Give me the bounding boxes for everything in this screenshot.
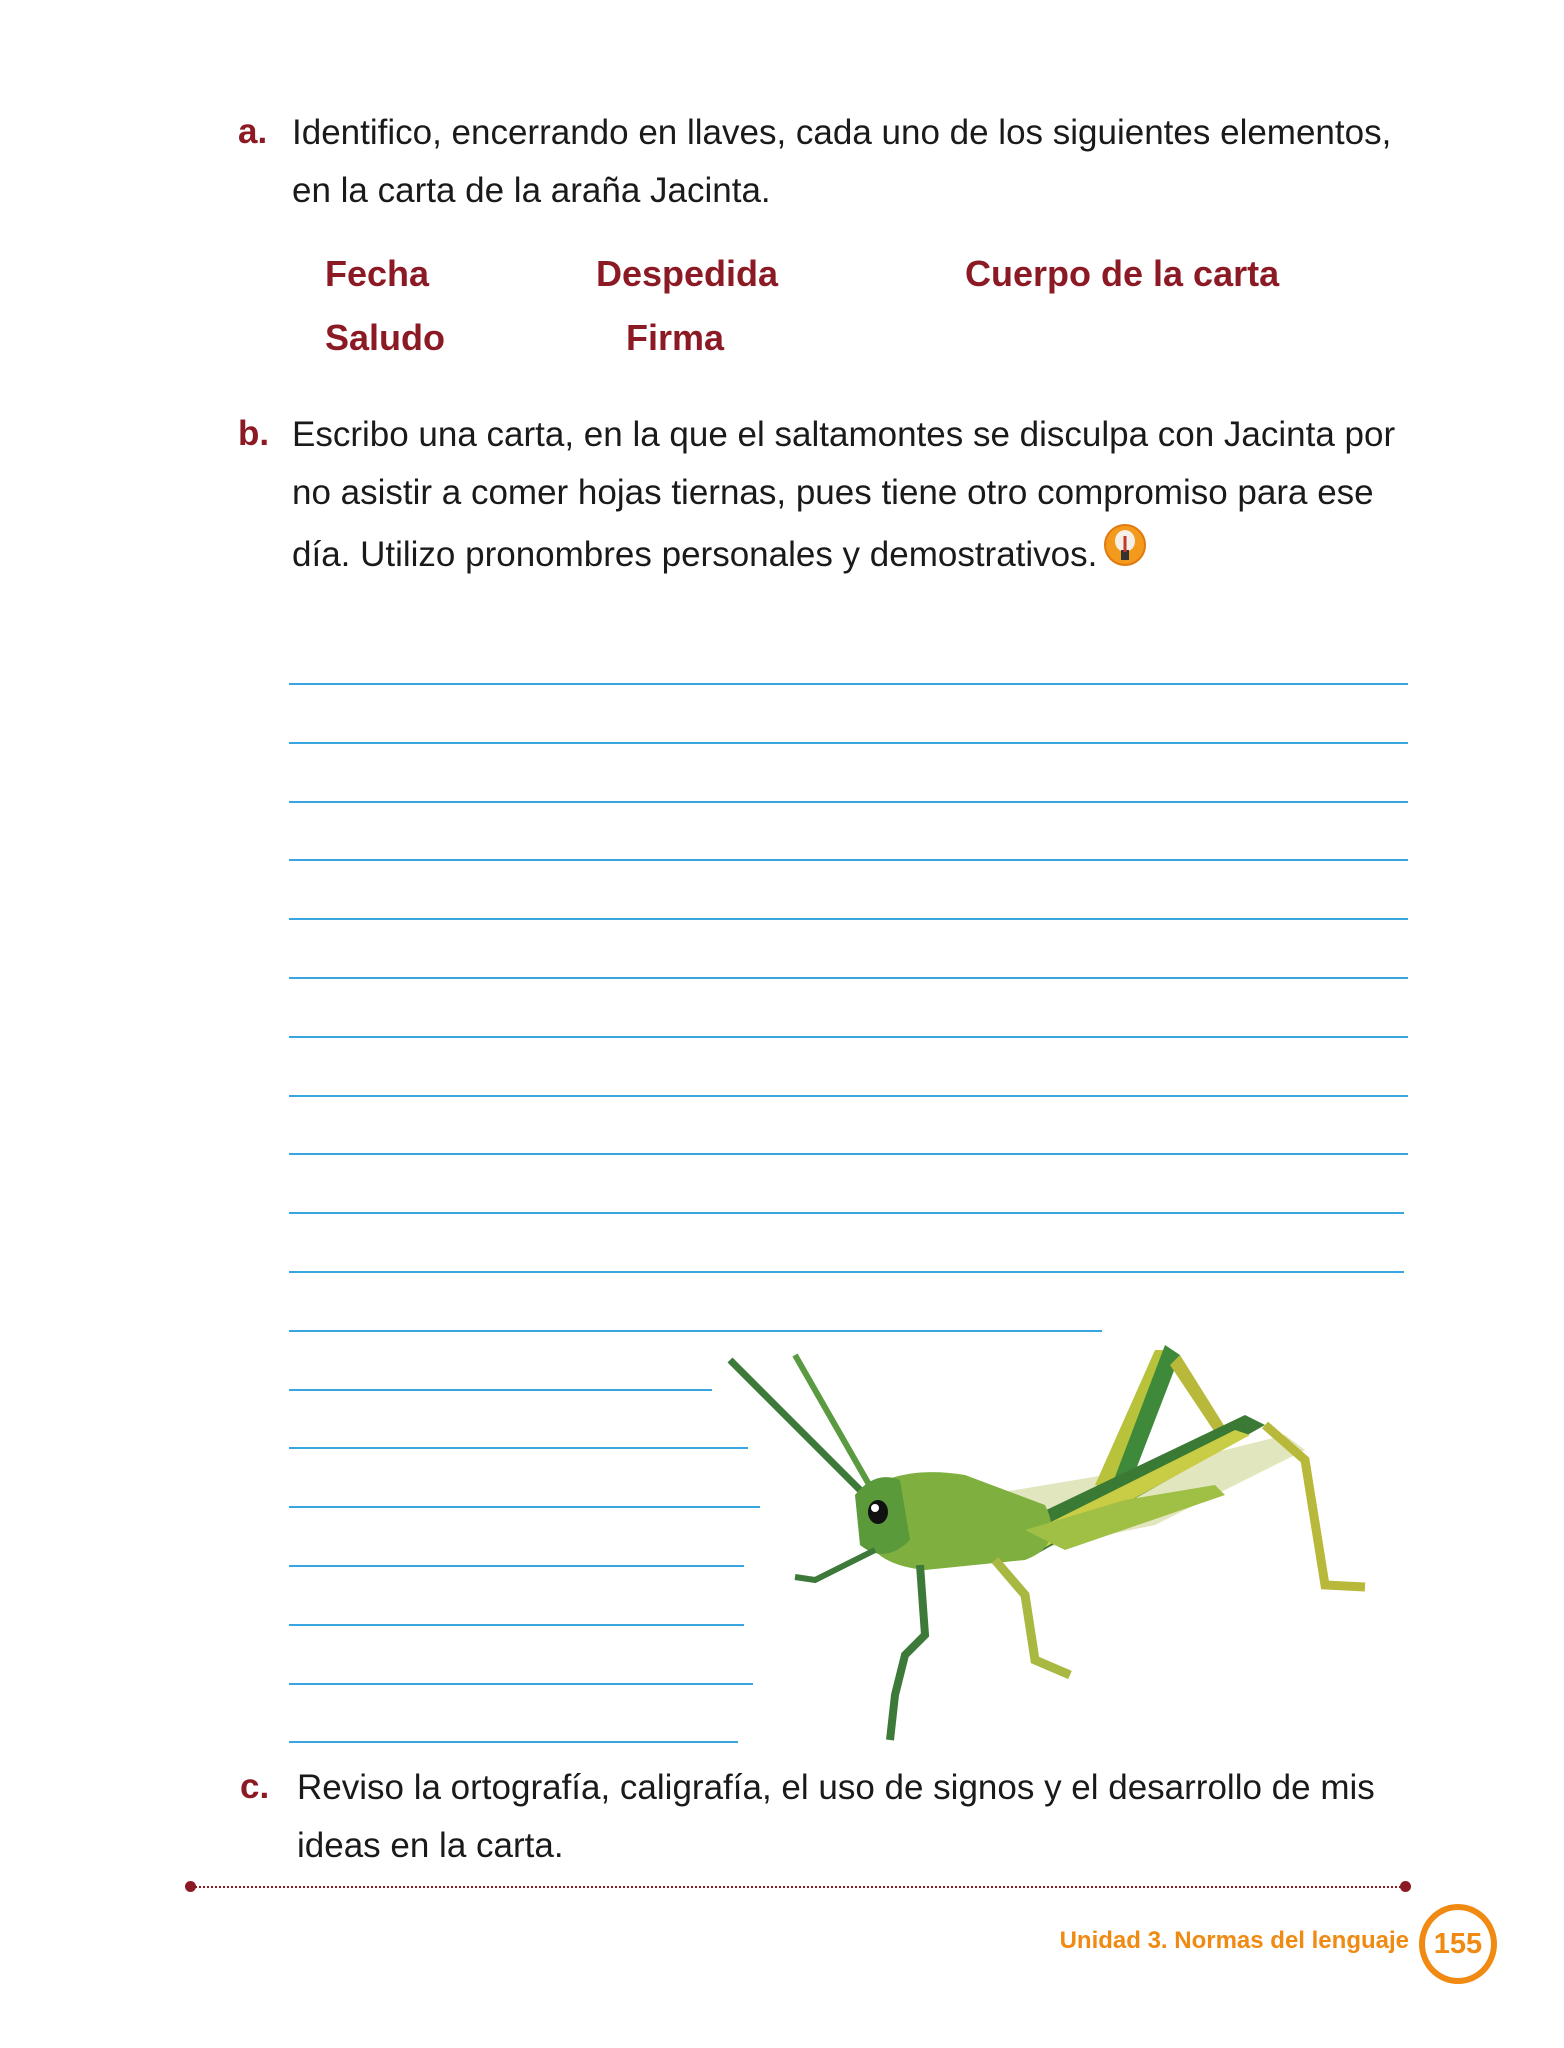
item-a-label: a. <box>238 112 268 151</box>
dotted-divider <box>191 1886 1405 1888</box>
writing-line[interactable] <box>289 1389 712 1391</box>
page-number-badge <box>1419 1904 1497 1984</box>
element-cuerpo: Cuerpo de la carta <box>965 253 1280 294</box>
element-despedida: Despedida <box>596 253 779 294</box>
writing-line[interactable] <box>289 977 1408 979</box>
element-saludo: Saludo <box>325 317 446 358</box>
divider-dot-right <box>1400 1881 1411 1892</box>
item-a-text: Identifico, encerrando en llaves, cada uno de los siguientes elementos, en la carta de la araña Jacinta. <box>292 113 1392 210</box>
writing-line[interactable] <box>289 1741 738 1743</box>
writing-line[interactable] <box>289 859 1408 861</box>
page-number: 155 <box>1433 1927 1483 1960</box>
writing-line[interactable] <box>289 801 1408 803</box>
writing-line[interactable] <box>289 1565 744 1567</box>
writing-line[interactable] <box>289 683 1408 685</box>
writing-line[interactable] <box>289 742 1408 744</box>
element-firma: Firma <box>626 317 725 358</box>
element-fecha: Fecha <box>325 253 430 294</box>
item-b-text: Escribo una carta, en la que el saltamontes se disculpa con Jacinta por no asistir a comer hojas tiernas, pues tiene otro compromiso para ese día. Utilizo pronombres personales y demostrativos. <box>292 415 1396 574</box>
footer-unit-title: Unidad 3. Normas del lenguaje <box>1059 1927 1409 1954</box>
writing-line[interactable] <box>289 1036 1408 1038</box>
item-b-block <box>292 406 1412 584</box>
writing-line[interactable] <box>289 1095 1408 1097</box>
writing-line[interactable] <box>289 918 1408 920</box>
writing-line[interactable] <box>289 1153 1408 1155</box>
writing-line[interactable] <box>289 1271 1404 1273</box>
writing-line[interactable] <box>289 1506 760 1508</box>
lightbulb-icon <box>1103 522 1147 568</box>
item-b-label: b. <box>238 414 270 453</box>
writing-line[interactable] <box>289 1212 1404 1214</box>
item-c-text: Reviso la ortografía, caligrafía, el uso de signos y el desarrollo de mis ideas en la carta. <box>297 1768 1375 1865</box>
grasshopper-illustration <box>725 1325 1425 1765</box>
writing-line[interactable] <box>289 1447 748 1449</box>
item-c-label: c. <box>240 1767 270 1806</box>
writing-line[interactable] <box>289 1624 744 1626</box>
writing-line[interactable] <box>289 1683 753 1685</box>
